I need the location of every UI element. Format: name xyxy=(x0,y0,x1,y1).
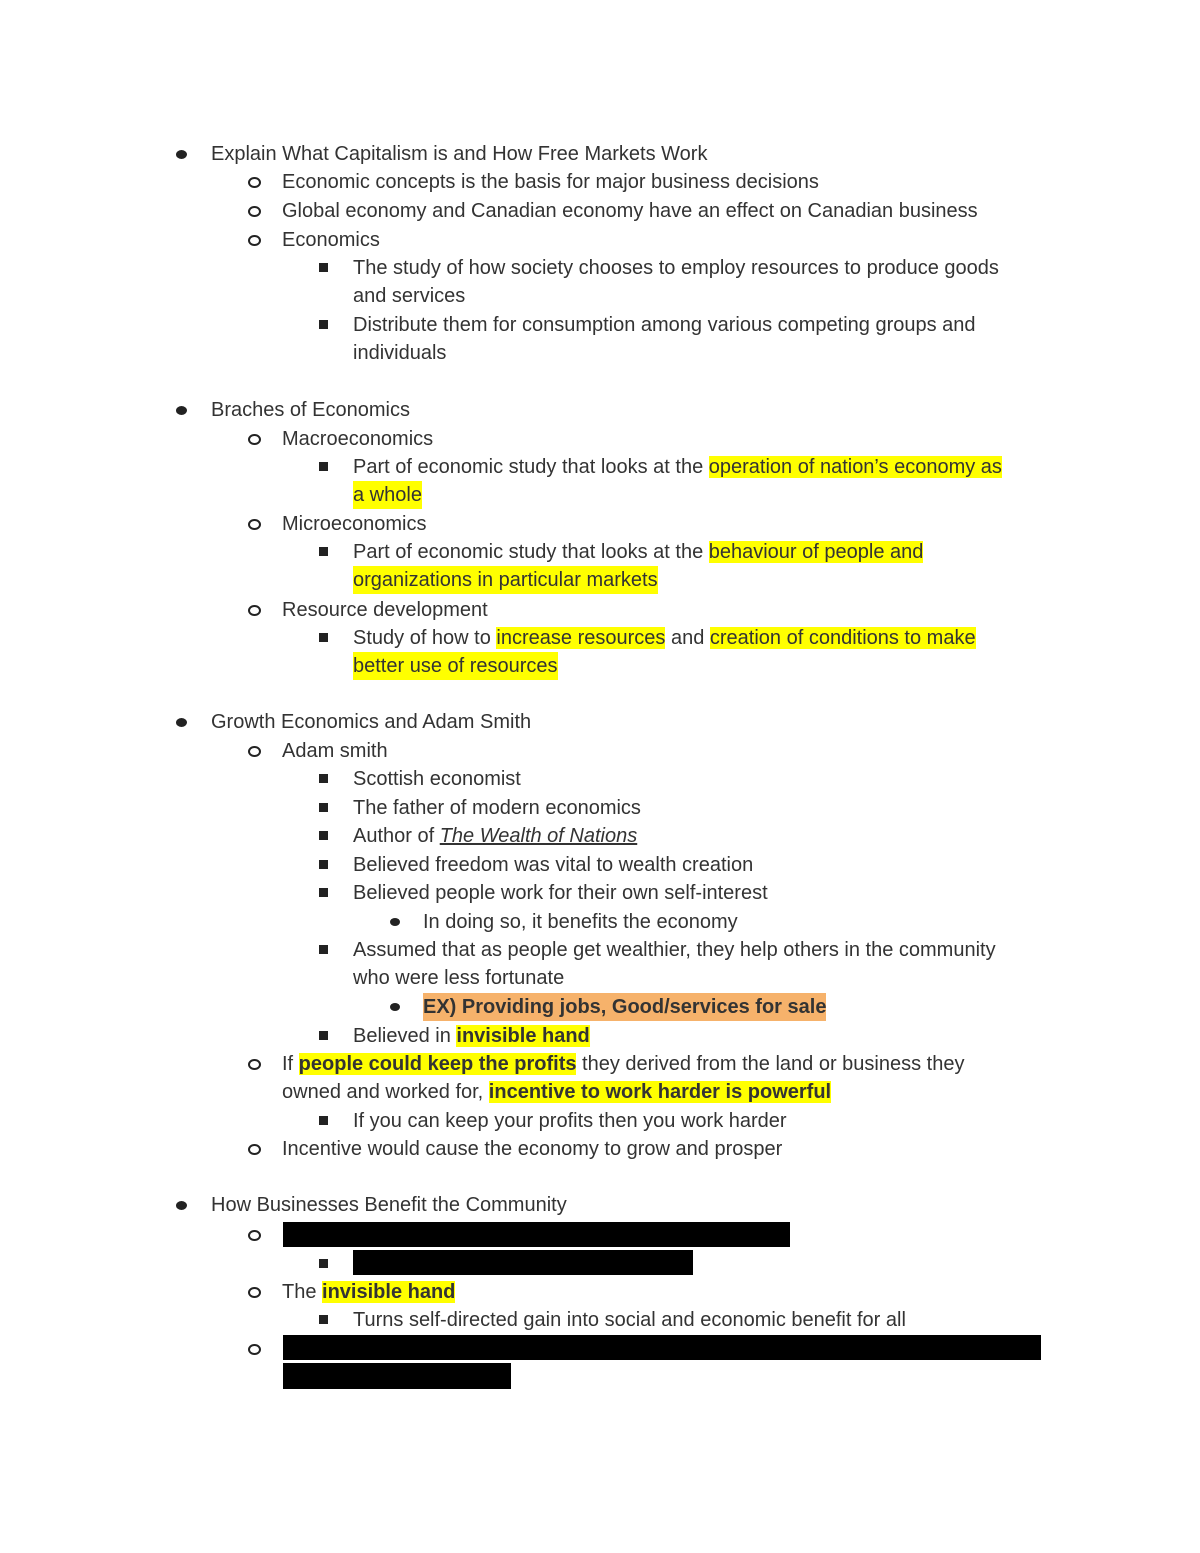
bullet-row xyxy=(0,822,1200,850)
bullet-square-icon xyxy=(319,1259,328,1268)
bullet-row xyxy=(0,254,1200,282)
section-heading: Explain What Capitalism is and How Free Markets Work xyxy=(211,143,708,165)
list-item xyxy=(353,822,637,850)
list-item: Resource development xyxy=(282,599,488,621)
bullet-row xyxy=(0,993,1200,1021)
list-item: Incentive would cause the economy to grow and prosper xyxy=(282,1138,783,1160)
list-item: Believed freedom was vital to wealth creation xyxy=(353,854,754,876)
bullet-row xyxy=(0,936,1200,964)
list-item: Scottish economist xyxy=(353,768,521,790)
bullet-square-icon xyxy=(319,263,328,272)
bullet-square-icon xyxy=(319,774,328,783)
bullet-row xyxy=(0,168,1200,196)
bullet-disc-icon xyxy=(176,718,187,727)
bullet-row xyxy=(0,596,1200,624)
list-item: Turns self-directed gain into social and economic benefit for all xyxy=(353,1309,906,1331)
text: Part of economic study that looks at the xyxy=(353,541,709,563)
highlighted-text: organizations in particular markets xyxy=(353,566,658,594)
bullet-row xyxy=(0,1306,1200,1334)
list-item: The father of modern economics xyxy=(353,797,641,819)
list-item: Macroeconomics xyxy=(282,428,434,450)
bullet-square-icon xyxy=(319,1031,328,1040)
bullet-square-icon xyxy=(319,945,328,954)
highlighted-text: behaviour of people and xyxy=(708,541,924,563)
bullet-row-continuation xyxy=(0,566,1200,594)
bullet-square-icon xyxy=(319,547,328,556)
list-item: Global economy and Canadian economy have an effect on Canadian business xyxy=(282,200,978,222)
list-item-continuation xyxy=(282,1078,831,1106)
list-item: Economics xyxy=(282,229,380,251)
list-item: Adam smith xyxy=(282,740,388,762)
bullet-square-icon xyxy=(319,320,328,329)
bullet-row xyxy=(0,908,1200,936)
bullet-square-icon xyxy=(319,462,328,471)
list-item xyxy=(353,538,923,566)
redaction-bar xyxy=(283,1222,790,1247)
bullet-row xyxy=(0,1135,1200,1163)
bullet-row xyxy=(0,624,1200,652)
bullet-row xyxy=(0,794,1200,822)
bullet-row xyxy=(0,311,1200,339)
bullet-row xyxy=(0,396,1200,424)
text: Study of how to xyxy=(353,627,497,649)
list-item-continuation: and services xyxy=(353,285,466,307)
bullet-circle-icon xyxy=(248,177,261,188)
bullet-row xyxy=(0,425,1200,453)
text: they derived from the land or business they xyxy=(576,1053,965,1075)
bullet-row-continuation xyxy=(0,339,1200,367)
bullet-row xyxy=(0,1107,1200,1135)
redaction-bar xyxy=(283,1335,1041,1360)
bullet-square-icon xyxy=(319,831,328,840)
list-item xyxy=(353,1022,590,1050)
list-item: Assumed that as people get wealthier, they help others in the community xyxy=(353,939,996,961)
bullet-row xyxy=(0,538,1200,566)
bullet-row xyxy=(0,737,1200,765)
bullet-row xyxy=(0,765,1200,793)
bullet-row xyxy=(0,879,1200,907)
bullet-circle-icon xyxy=(248,746,261,757)
bullet-disc-icon xyxy=(176,150,187,159)
bullet-circle-icon xyxy=(248,1344,261,1355)
list-item: Believed people work for their own self-interest xyxy=(353,882,768,904)
bullet-row xyxy=(0,851,1200,879)
bullet-circle-icon xyxy=(248,1144,261,1155)
list-item: Distribute them for consumption among various competing groups and xyxy=(353,314,976,336)
bullet-square-icon xyxy=(319,633,328,642)
bullet-square-icon xyxy=(319,1315,328,1324)
highlighted-text: incentive to work harder is powerful xyxy=(488,1081,832,1103)
bullet-disc-icon xyxy=(176,1201,187,1210)
bullet-row xyxy=(0,1050,1200,1078)
highlighted-text: a whole xyxy=(353,481,422,509)
bullet-disc-icon xyxy=(390,1003,400,1011)
bullet-row xyxy=(0,140,1200,168)
text: and xyxy=(665,627,710,649)
highlighted-text: EX) Providing jobs, Good/services for sale xyxy=(423,993,826,1021)
bullet-circle-icon xyxy=(248,519,261,530)
list-item-continuation: individuals xyxy=(353,342,447,364)
bullet-square-icon xyxy=(319,803,328,812)
bullet-row-continuation xyxy=(0,282,1200,310)
section-heading: How Businesses Benefit the Community xyxy=(211,1194,567,1216)
section-heading: Growth Economics and Adam Smith xyxy=(211,711,532,733)
bullet-row xyxy=(0,708,1200,736)
bullet-circle-icon xyxy=(248,1059,261,1070)
bullet-row-continuation xyxy=(0,964,1200,992)
bullet-square-icon xyxy=(319,1116,328,1125)
highlighted-text: people could keep the profits xyxy=(298,1053,577,1075)
list-item xyxy=(353,624,976,652)
highlighted-text: invisible hand xyxy=(322,1281,456,1303)
text: Author of xyxy=(353,825,440,847)
highlighted-text: increase resources xyxy=(496,627,666,649)
bullet-circle-icon xyxy=(248,235,261,246)
list-item: The study of how society chooses to employ resources to produce goods xyxy=(353,257,999,279)
book-title: The Wealth of Nations xyxy=(439,825,638,847)
text: If xyxy=(282,1053,299,1075)
bullet-row xyxy=(0,1278,1200,1306)
redaction-bar xyxy=(353,1250,693,1275)
bullet-circle-icon xyxy=(248,1287,261,1298)
section-heading: Braches of Economics xyxy=(211,399,410,421)
bullet-disc-icon xyxy=(390,918,400,926)
list-item-continuation: who were less fortunate xyxy=(353,967,565,989)
bullet-row xyxy=(0,453,1200,481)
bullet-row-continuation xyxy=(0,481,1200,509)
list-item xyxy=(282,1278,455,1306)
list-item: Economic concepts is the basis for major business decisions xyxy=(282,171,819,193)
list-item: In doing so, it benefits the economy xyxy=(423,911,738,933)
bullet-row-continuation xyxy=(0,1078,1200,1106)
text: Part of economic study that looks at the xyxy=(353,456,709,478)
bullet-circle-icon xyxy=(248,434,261,445)
highlighted-text: creation of conditions to make xyxy=(709,627,976,649)
highlighted-text: operation of nation’s economy as xyxy=(708,456,1002,478)
text: Believed in xyxy=(353,1025,457,1047)
bullet-square-icon xyxy=(319,888,328,897)
highlighted-text: invisible hand xyxy=(456,1025,590,1047)
bullet-square-icon xyxy=(319,860,328,869)
text: owned and worked for, xyxy=(282,1081,489,1103)
list-item xyxy=(282,1050,964,1078)
bullet-row xyxy=(0,226,1200,254)
bullet-row xyxy=(0,1191,1200,1219)
bullet-disc-icon xyxy=(176,406,187,415)
list-item: Microeconomics xyxy=(282,513,427,535)
highlighted-text: better use of resources xyxy=(353,652,558,680)
bullet-circle-icon xyxy=(248,1230,261,1241)
list-item: If you can keep your profits then you work harder xyxy=(353,1110,787,1132)
bullet-row-continuation xyxy=(0,652,1200,680)
bullet-circle-icon xyxy=(248,605,261,616)
redaction-bar xyxy=(283,1363,511,1389)
bullet-circle-icon xyxy=(248,206,261,217)
bullet-row xyxy=(0,1022,1200,1050)
text: The xyxy=(282,1281,323,1303)
bullet-row xyxy=(0,510,1200,538)
bullet-row xyxy=(0,197,1200,225)
list-item xyxy=(353,453,1002,481)
